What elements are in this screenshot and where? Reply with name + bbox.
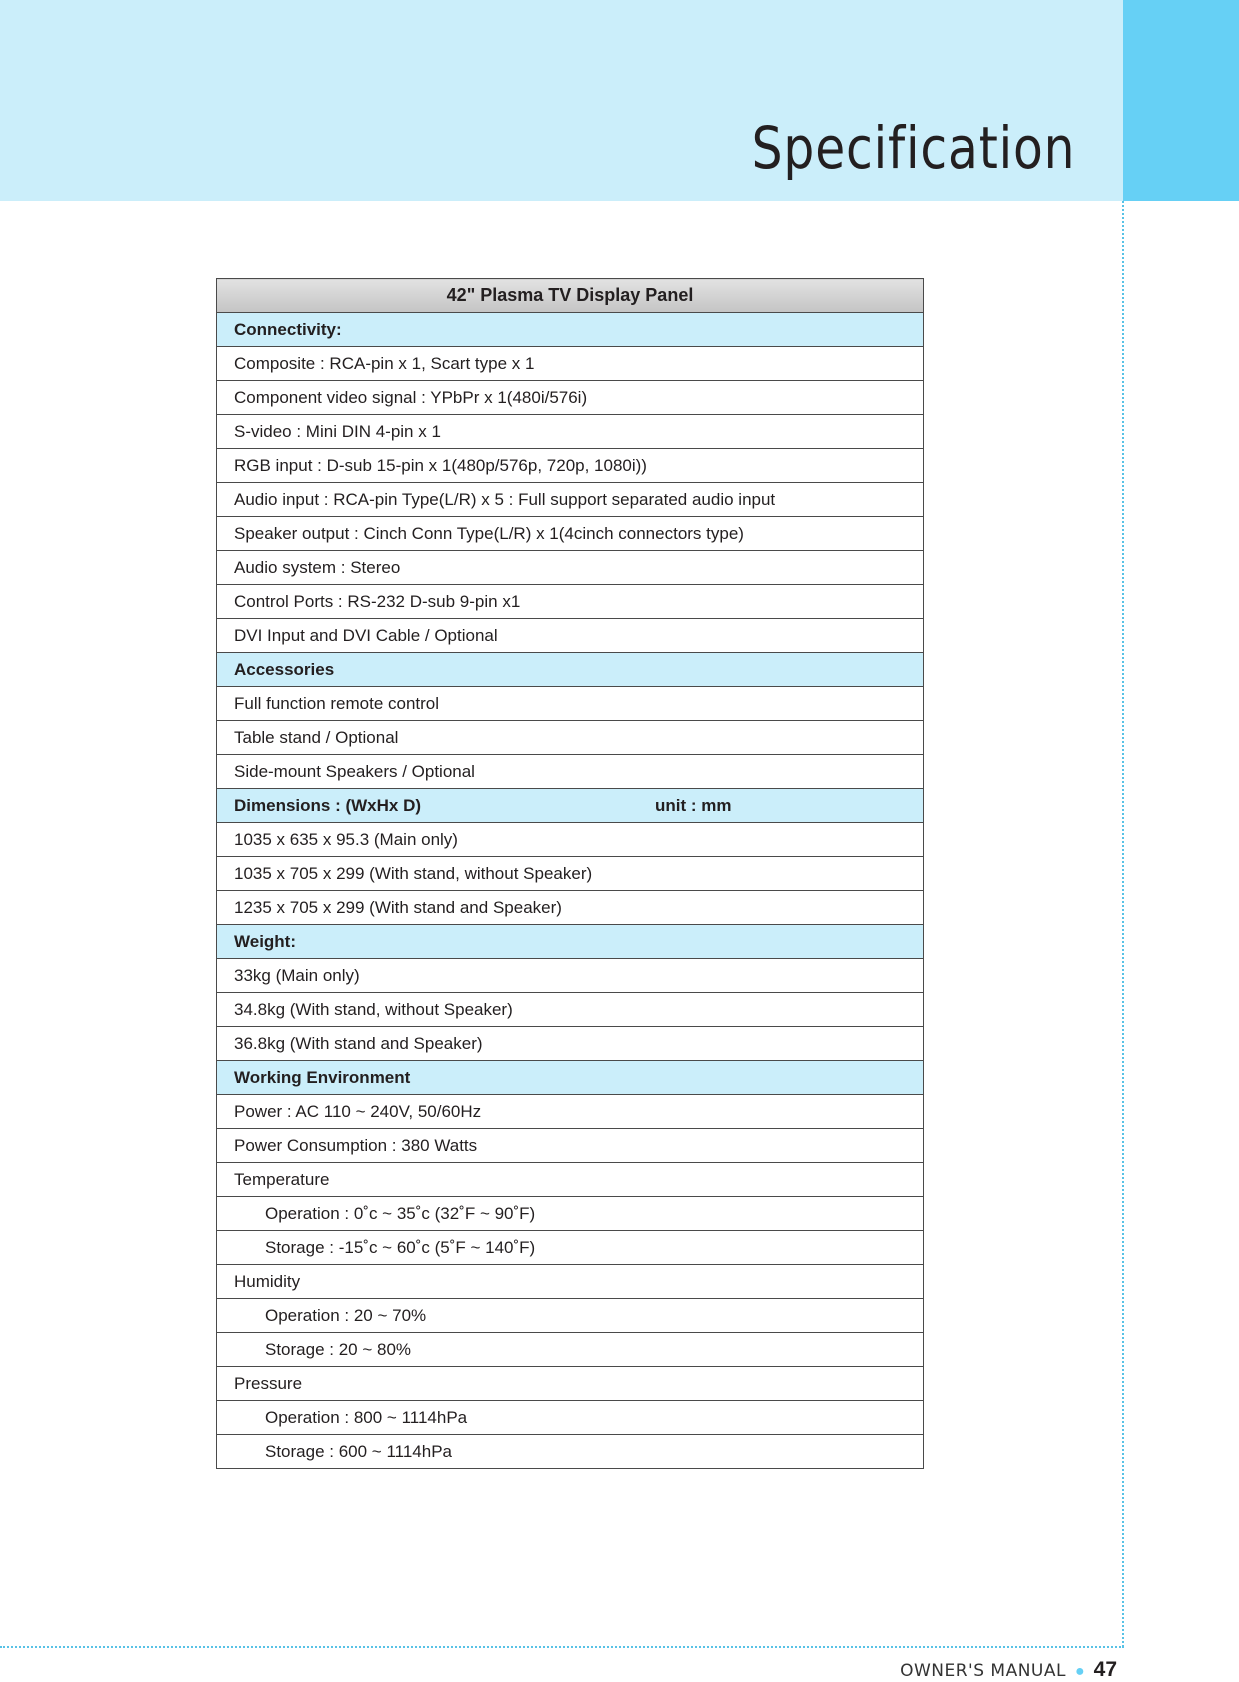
spec-table <box>216 278 924 1469</box>
table-row <box>217 1299 924 1333</box>
spec-cell-pressure: Pressure <box>217 1367 924 1401</box>
section-row-dimensions <box>217 789 924 823</box>
table-row <box>217 857 924 891</box>
dotted-margin-line-horizontal <box>0 1646 1124 1648</box>
dimensions-unit: unit : mm <box>655 795 732 815</box>
spec-cell: Composite : RCA-pin x 1, Scart type x 1 <box>217 347 924 381</box>
table-row <box>217 517 924 551</box>
table-row <box>217 721 924 755</box>
section-heading-environment: Working Environment <box>217 1061 924 1095</box>
table-row <box>217 1231 924 1265</box>
table-row <box>217 1197 924 1231</box>
spec-cell: 33kg (Main only) <box>217 959 924 993</box>
spec-cell: 1035 x 635 x 95.3 (Main only) <box>217 823 924 857</box>
spec-cell-temperature-storage: Storage : -15˚c ~ 60˚c (5˚F ~ 140˚F) <box>217 1231 924 1265</box>
section-heading-dimensions <box>217 789 924 823</box>
spec-cell-consumption: Power Consumption : 380 Watts <box>217 1129 924 1163</box>
table-row <box>217 585 924 619</box>
spec-cell-pressure-operation: Operation : 800 ~ 1114hPa <box>217 1401 924 1435</box>
table-row <box>217 993 924 1027</box>
section-heading-accessories: Accessories <box>217 653 924 687</box>
section-row-weight <box>217 925 924 959</box>
section-row-connectivity <box>217 313 924 347</box>
spec-cell: Full function remote control <box>217 687 924 721</box>
table-row <box>217 755 924 789</box>
spec-cell-humidity: Humidity <box>217 1265 924 1299</box>
table-row <box>217 1401 924 1435</box>
table-row <box>217 347 924 381</box>
spec-cell: Table stand / Optional <box>217 721 924 755</box>
spec-cell: Component video signal : YPbPr x 1(480i/576i) <box>217 381 924 415</box>
table-row <box>217 1333 924 1367</box>
table-row <box>217 1027 924 1061</box>
section-row-accessories <box>217 653 924 687</box>
dotted-margin-line-vertical <box>1122 201 1124 1647</box>
spec-cell-pressure-storage: Storage : 600 ~ 1114hPa <box>217 1435 924 1469</box>
header-accent-block <box>1123 0 1239 201</box>
table-row <box>217 823 924 857</box>
table-row <box>217 1367 924 1401</box>
footer-label: OWNER'S MANUAL <box>900 1661 1066 1681</box>
table-title-row <box>217 279 924 313</box>
dimensions-heading-text: Dimensions : (WxHx D) <box>234 795 422 815</box>
page-number: 47 <box>1093 1658 1117 1681</box>
spec-cell: Speaker output : Cinch Conn Type(L/R) x 1(4cinch connectors type) <box>217 517 924 551</box>
table-row <box>217 891 924 925</box>
spec-cell-humidity-storage: Storage : 20 ~ 80% <box>217 1333 924 1367</box>
table-row <box>217 1095 924 1129</box>
table-row <box>217 415 924 449</box>
spec-cell-temperature: Temperature <box>217 1163 924 1197</box>
spec-cell: S-video : Mini DIN 4-pin x 1 <box>217 415 924 449</box>
spec-cell-humidity-operation: Operation : 20 ~ 70% <box>217 1299 924 1333</box>
table-title: 42" Plasma TV Display Panel <box>217 279 924 313</box>
spec-cell: Side-mount Speakers / Optional <box>217 755 924 789</box>
bullet-dot-icon: ● <box>1074 1663 1085 1680</box>
table-row <box>217 687 924 721</box>
table-row <box>217 1163 924 1197</box>
spec-cell: Audio input : RCA-pin Type(L/R) x 5 : Full support separated audio input <box>217 483 924 517</box>
spec-cell: 34.8kg (With stand, without Speaker) <box>217 993 924 1027</box>
table-row <box>217 1435 924 1469</box>
spec-cell: Control Ports : RS-232 D-sub 9-pin x1 <box>217 585 924 619</box>
table-row <box>217 959 924 993</box>
spec-cell: RGB input : D-sub 15-pin x 1(480p/576p, 720p, 1080i)) <box>217 449 924 483</box>
page-footer <box>900 1658 1117 1682</box>
spec-cell-power: Power : AC 110 ~ 240V, 50/60Hz <box>217 1095 924 1129</box>
page-title: Specification <box>751 114 1075 182</box>
spec-cell: 36.8kg (With stand and Speaker) <box>217 1027 924 1061</box>
section-row-environment <box>217 1061 924 1095</box>
spec-cell-temperature-operation: Operation : 0˚c ~ 35˚c (32˚F ~ 90˚F) <box>217 1197 924 1231</box>
spec-cell: Audio system : Stereo <box>217 551 924 585</box>
table-row <box>217 483 924 517</box>
spec-cell: DVI Input and DVI Cable / Optional <box>217 619 924 653</box>
table-row <box>217 381 924 415</box>
spec-cell: 1235 x 705 x 299 (With stand and Speaker) <box>217 891 924 925</box>
spec-cell: 1035 x 705 x 299 (With stand, without Speaker) <box>217 857 924 891</box>
section-heading-connectivity: Connectivity: <box>217 313 924 347</box>
table-row <box>217 1129 924 1163</box>
table-row <box>217 449 924 483</box>
table-row <box>217 1265 924 1299</box>
table-row <box>217 619 924 653</box>
table-row <box>217 551 924 585</box>
section-heading-weight: Weight: <box>217 925 924 959</box>
